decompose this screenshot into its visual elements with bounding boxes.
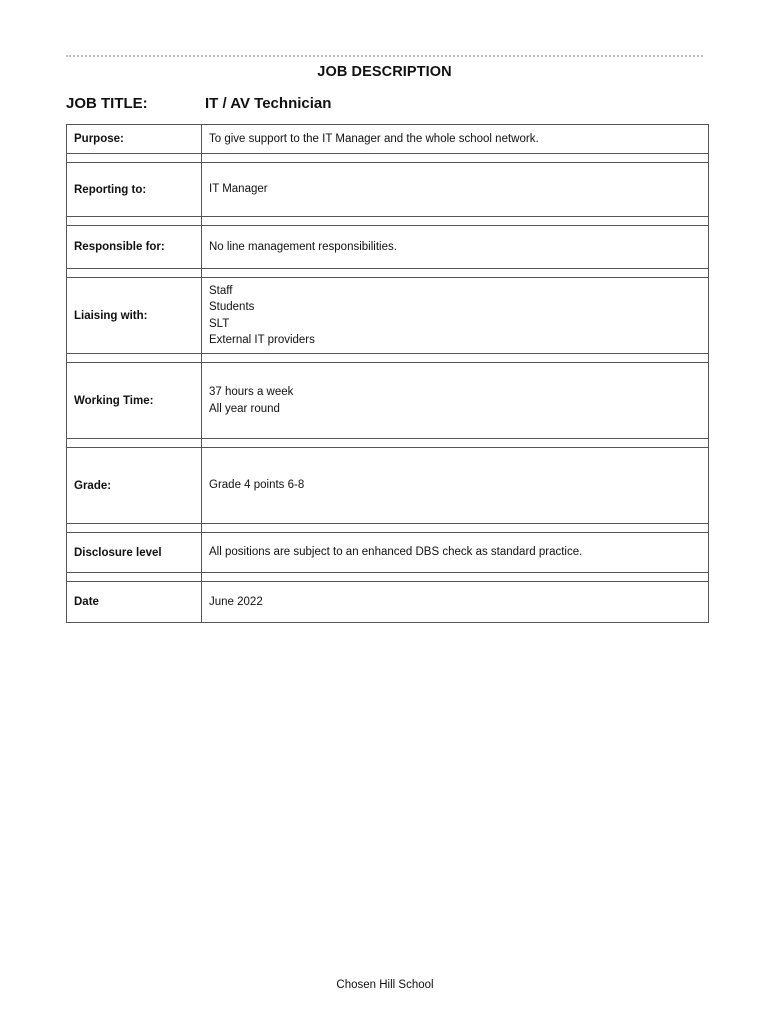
spacer-row [67, 354, 709, 363]
row-value [202, 278, 709, 354]
row-label: Grade: [67, 448, 202, 524]
job-description-table [66, 124, 709, 623]
row-value [202, 163, 709, 217]
row-value-line: IT Manager [209, 183, 268, 196]
row-value-line: June 2022 [209, 595, 263, 608]
row-value [202, 448, 709, 524]
row-date [67, 582, 709, 623]
spacer-row [67, 154, 709, 163]
row-label: Date [67, 582, 202, 623]
row-value-line: To give support to the IT Manager and the whole school network. [209, 132, 539, 145]
top-dotted-rule [66, 55, 703, 57]
row-label: Liaising with: [67, 278, 202, 354]
row-value-line: 37 hours a week [209, 386, 294, 398]
spacer-row [67, 439, 709, 448]
row-value-line: SLT [209, 317, 230, 330]
row-label: Disclosure level [67, 533, 202, 573]
spacer-row [67, 269, 709, 278]
footer-school-name: Chosen Hill School [336, 979, 434, 991]
row-value-line: Grade 4 points 6-8 [209, 479, 305, 492]
row-disclosure-level [67, 533, 709, 573]
row-value [202, 226, 709, 269]
row-value [202, 582, 709, 623]
row-value-line: Staff [209, 284, 233, 297]
row-reporting-to [67, 163, 709, 217]
row-purpose [67, 125, 709, 154]
spacer-row [67, 217, 709, 226]
row-value-line: External IT providers [209, 334, 315, 346]
row-value-line: All year round [209, 402, 280, 415]
row-grade [67, 448, 709, 524]
row-working-time [67, 363, 709, 439]
spacer-row [67, 524, 709, 533]
row-value-line: No line management responsibilities. [209, 240, 397, 253]
row-value [202, 533, 709, 573]
row-liaising-with [67, 278, 709, 354]
row-label: Working Time: [67, 363, 202, 439]
row-label: Responsible for: [67, 226, 202, 269]
job-title-label: JOB TITLE: [66, 95, 148, 112]
row-responsible-for [67, 226, 709, 269]
row-value [202, 125, 709, 154]
spacer-row [67, 573, 709, 582]
document-heading: JOB DESCRIPTION [317, 64, 452, 80]
row-label: Purpose: [67, 125, 202, 154]
row-value [202, 363, 709, 439]
row-value-line: Students [209, 301, 255, 313]
row-value-line: All positions are subject to an enhanced DBS check as standard practice. [209, 546, 583, 559]
job-title-value: IT / AV Technician [205, 95, 332, 112]
row-label: Reporting to: [67, 163, 202, 217]
